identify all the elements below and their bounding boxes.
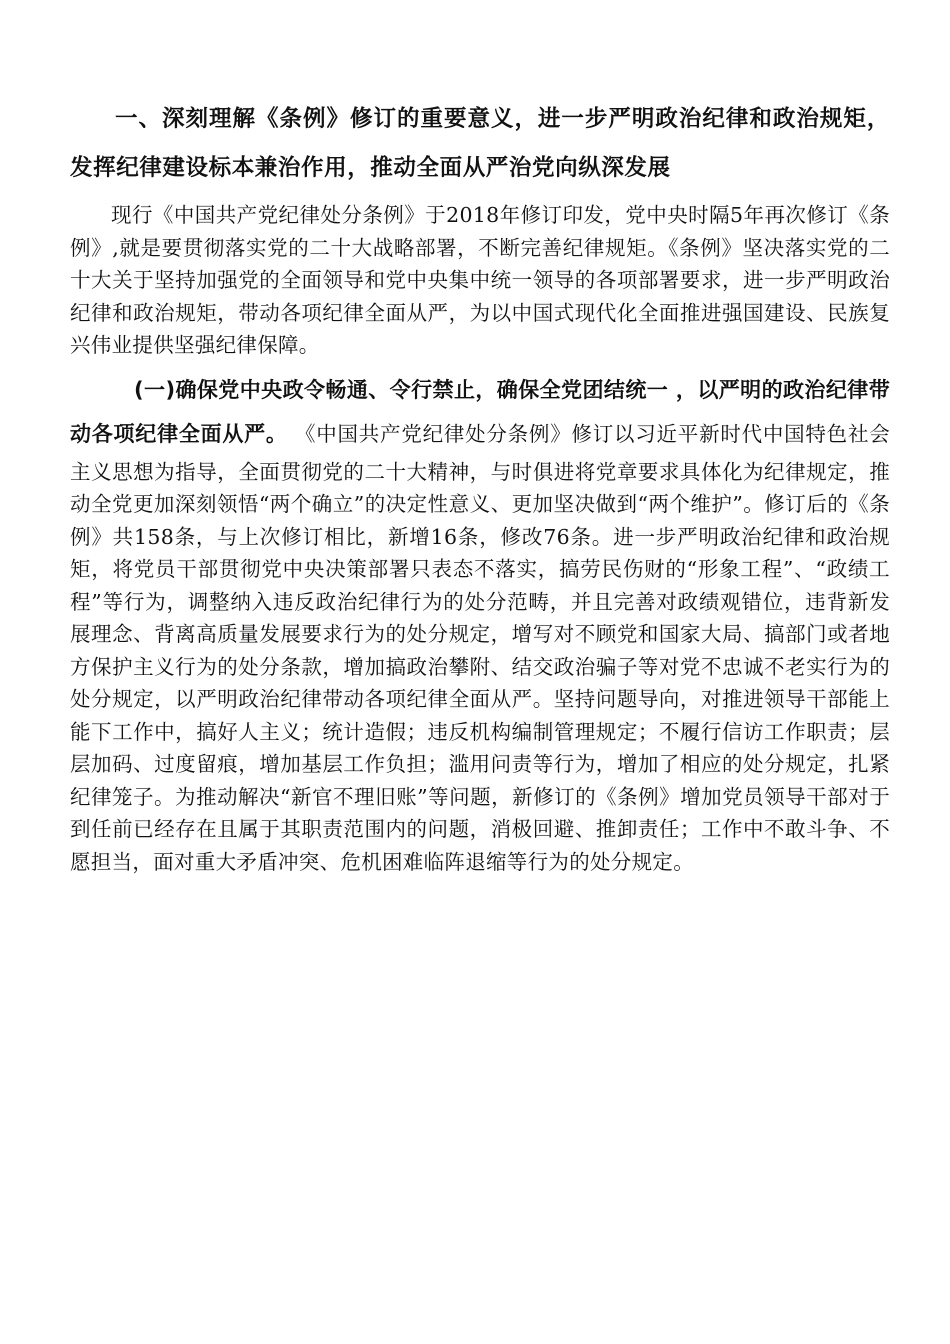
- intro-paragraph: 现行《中国共产党纪律处分条例》于2018年修订印发，党中央时隔5年再次修订《条例》,就是要贯彻落实党的二十大战略部署，不断完善纪律规矩。《条例》坚决落实党的二十大关于坚持加强党的全面领导和党中央集中统一领导的各项部署要求，进一步严明政治纪律和政治规矩，带动各项纪律全面从严，为以中国式现代化全面推进强国建设、民族复兴伟业提供坚强纪律保障。: [70, 203, 890, 357]
- subsection-heading: (一)确保党中央政令畅通、令行禁止，确保全党团结统一 ，以严明的政治纪律带动各项纪律全面从严。: [70, 377, 890, 446]
- subsection-body: 《中国共产党纪律处分条例》修订以习近平新时代中国特色社会主义思想为指导，全面贯彻党的二十大精神，与时俱进将党章要求具体化为纪律规定，推动全党更加深刻领悟“两个确立”的决定性意义、更加坚决做到“两个维护”。修订后的《条例》共158条，与上次修订相比，新增16条，修改76条。进一步严明政治纪律和政治规矩，将党员干部贯彻党中央决策部署只表态不落实，搞劳民伤财的“形象工程”、“政绩工程”等行为，调整纳入违反政治纪律行为的处分范畴，并且完善对政绩观错位，违背新发展理念、背离高质量发展要求行为的处分规定，增写对不顾党和国家大局、搞部门或者地方保护主义行为的处分条款，增加搞政治攀附、结交政治骗子等对党不忠诚不老实行为的处分规定，以严明政治纪律带动各项纪律全面从严。坚持问题导向，对推进领导干部能上能下工作中，搞好人主义；统计造假；违反机构编制管理规定；不履行信访工作职责；层层加码、过度留痕，增加基层工作负担；滥用问责等行为，增加了相应的处分规定，扎紧纪律笼子。为推动解决“新官不理旧账”等问题，新修订的《条例》增加党员领导干部对于到任前已经存在且属于其职责范围内的问题，消极回避、推卸责任；工作中不敢斗争、不愿担当，面对重大矛盾冲突、危机困难临阵退缩等行为的处分规定。: [70, 421, 891, 874]
- section-heading: 一、深刻理解《条例》修订的重要意义，进一步严明政治纪律和政治规矩，发挥纪律建设标本兼治作用，推动全面从严治党向纵深发展: [70, 106, 890, 181]
- document-body: [70, 95, 890, 878]
- subsection-paragraph: [70, 368, 890, 879]
